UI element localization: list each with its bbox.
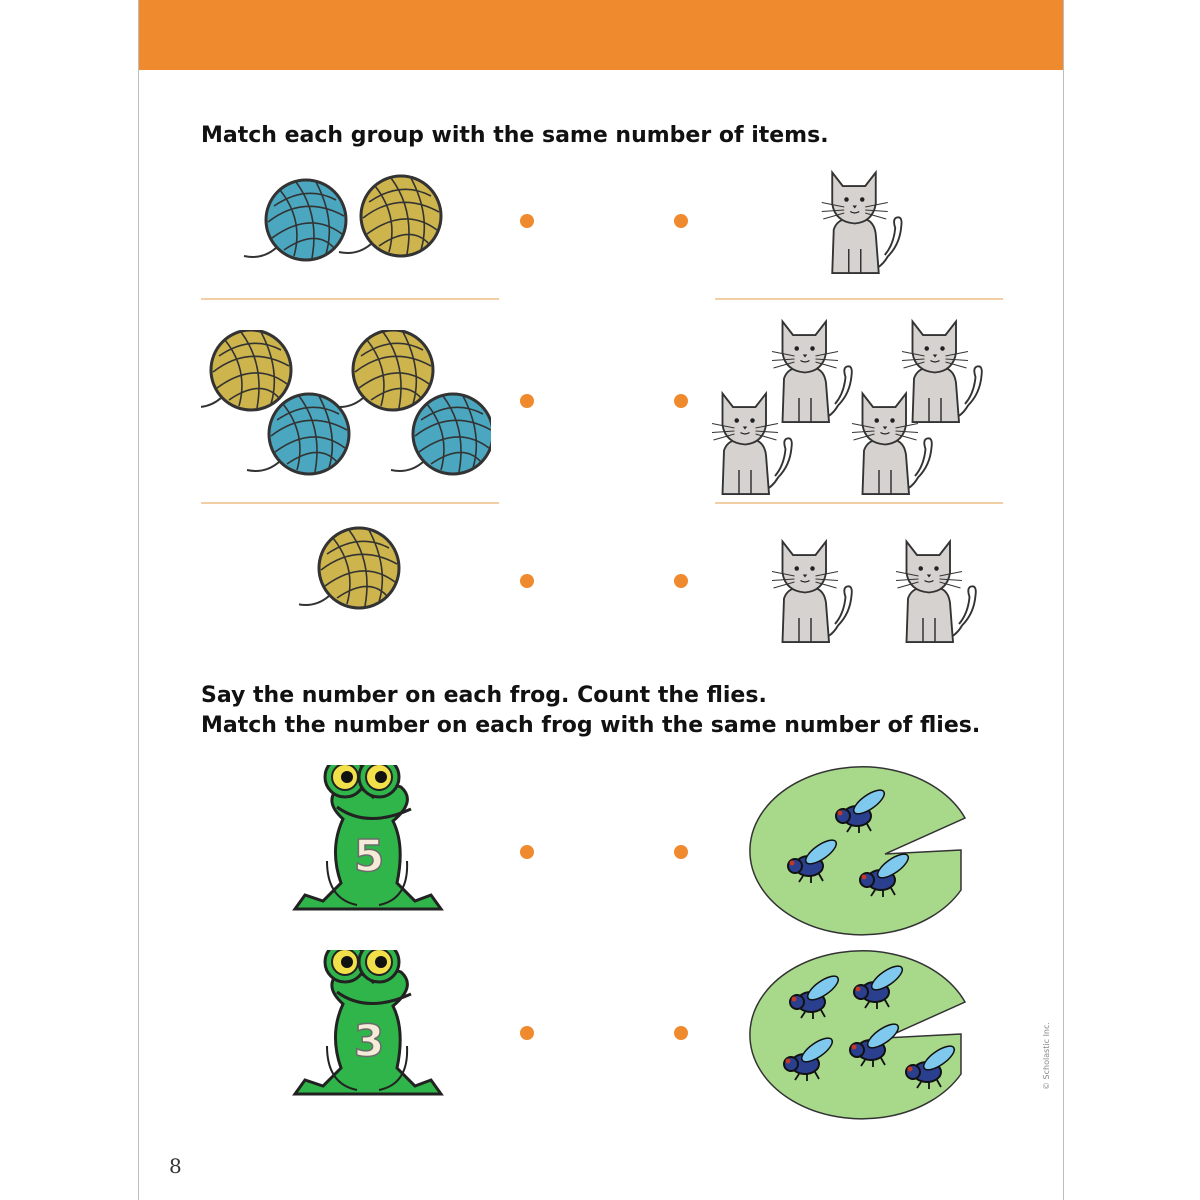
worksheet-page bbox=[138, 0, 1064, 1200]
copyright-notice: © Scholastic Inc. bbox=[1042, 1022, 1051, 1090]
row-divider-left-2 bbox=[201, 502, 499, 504]
cat-group-two bbox=[753, 536, 1009, 648]
yarn-group-four bbox=[201, 330, 491, 490]
match-dot-left-frog-1[interactable] bbox=[520, 845, 534, 859]
match-dot-left-2[interactable] bbox=[520, 394, 534, 408]
yarn-ball-yellow bbox=[339, 176, 441, 256]
match-dot-right-1[interactable] bbox=[674, 214, 688, 228]
match-dot-right-flies-1[interactable] bbox=[674, 845, 688, 859]
instruction-frog-line1: Say the number on each frog. Count the flies. bbox=[201, 683, 767, 708]
frog-row-1 bbox=[287, 765, 447, 915]
cat-icon bbox=[822, 173, 902, 274]
yarn-group-one bbox=[299, 520, 409, 620]
cat-group-one bbox=[821, 165, 941, 275]
lily-pad bbox=[750, 767, 965, 935]
match-dot-left-1[interactable] bbox=[520, 214, 534, 228]
match-dot-left-frog-2[interactable] bbox=[520, 1026, 534, 1040]
page-number: 8 bbox=[169, 1154, 182, 1178]
cat-icon bbox=[896, 542, 976, 643]
instruction-frog-line2: Match the number on each frog with the same number of flies. bbox=[201, 713, 981, 738]
match-dot-left-3[interactable] bbox=[520, 574, 534, 588]
lily-pad bbox=[750, 951, 965, 1119]
frog-number: 3 bbox=[353, 1016, 385, 1067]
match-dot-right-2[interactable] bbox=[674, 394, 688, 408]
match-dot-right-3[interactable] bbox=[674, 574, 688, 588]
frog-row-2 bbox=[287, 950, 447, 1100]
yarn-group-two bbox=[231, 170, 461, 270]
lily-pad-five-flies bbox=[737, 948, 977, 1124]
cat-icon bbox=[772, 542, 852, 643]
cat-group-four bbox=[705, 310, 1009, 496]
frog-number: 5 bbox=[353, 831, 385, 882]
row-divider-right-2 bbox=[715, 502, 1003, 504]
instruction-match-groups: Match each group with the same number of items. bbox=[201, 123, 829, 148]
cat-icon bbox=[712, 394, 792, 495]
header-band bbox=[139, 0, 1063, 70]
yarn-ball-yellow bbox=[201, 330, 291, 410]
row-divider-left-1 bbox=[201, 298, 499, 300]
row-divider-right-1 bbox=[715, 298, 1003, 300]
cat-icon bbox=[902, 322, 982, 423]
lily-pad-three-flies bbox=[737, 764, 977, 940]
yarn-ball-blue bbox=[244, 180, 346, 260]
cat-icon bbox=[772, 322, 852, 423]
yarn-ball-yellow bbox=[299, 528, 399, 608]
match-dot-right-flies-2[interactable] bbox=[674, 1026, 688, 1040]
yarn-ball-yellow bbox=[331, 330, 433, 410]
